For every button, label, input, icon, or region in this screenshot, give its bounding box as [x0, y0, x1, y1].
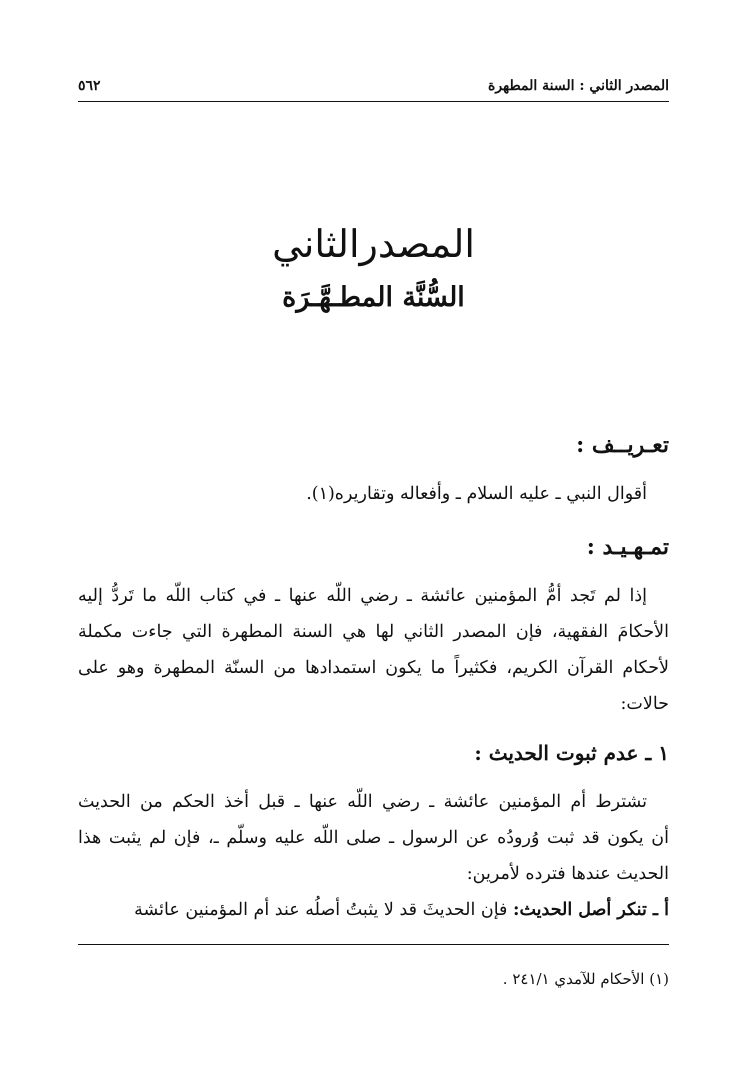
chapter-title: المصدرالثاني: [272, 222, 475, 266]
footnote: (١) الأحكام للآمدي ٢٤١/١ .: [502, 970, 669, 988]
point-1-heading: ١ ـ عدم ثبوت الحديث :: [474, 741, 669, 765]
footnote-rule: [78, 944, 669, 945]
preface-line-2: الأحكامَ الفقهية، فإن المصدر الثاني لها هي السنة المطهرة التي جاءت مكملة: [78, 622, 669, 642]
preface-line-4: حالات:: [620, 694, 669, 714]
page-number: ٥٦٢: [78, 78, 101, 94]
header-rule: [78, 101, 669, 102]
point-1-line-1: تشترط أم المؤمنين عائشة ـ رضي اللّه عنها ـ قبل أخذ الحكم من الحديث: [78, 792, 647, 812]
sub-a-text: فإن الحديثَ قد لا يثبتُ أصلُه عند أم المؤمنين عائشة: [134, 900, 508, 920]
preface-heading: تمـهـيـد :: [586, 534, 669, 560]
definition-text: أقوال النبي ـ عليه السلام ـ وأفعاله وتقاريره(١).: [306, 484, 647, 504]
chapter-subtitle: السُّنَّة المطـهَّـرَة: [282, 282, 465, 313]
point-1-sub-a: [78, 900, 669, 921]
sub-a-label: أ ـ تنكر أصل الحديث:: [513, 900, 669, 920]
running-header: [78, 74, 669, 98]
running-title: المصدر الثاني : السنة المطهرة: [488, 78, 669, 94]
point-1-line-3: الحديث عندها فترده لأمرين:: [466, 864, 669, 884]
preface-line-1: إذا لم تَجد أمُّ المؤمنين عائشة ـ رضي اللّه عنها ـ في كتاب اللّه ما تَردُّ إليه: [78, 586, 647, 606]
definition-heading: تعـريــف :: [576, 432, 669, 458]
point-1-line-2: أن يكون قد ثبت وُرودُه عن الرسول ـ صلى اللّه عليه وسلّم ـ، فإن لم يثبت هذا: [78, 828, 669, 848]
preface-line-3: لأحكام القرآن الكريم، فكثيراً ما يكون استمدادها من السنّة المطهرة وهو على: [78, 658, 669, 678]
